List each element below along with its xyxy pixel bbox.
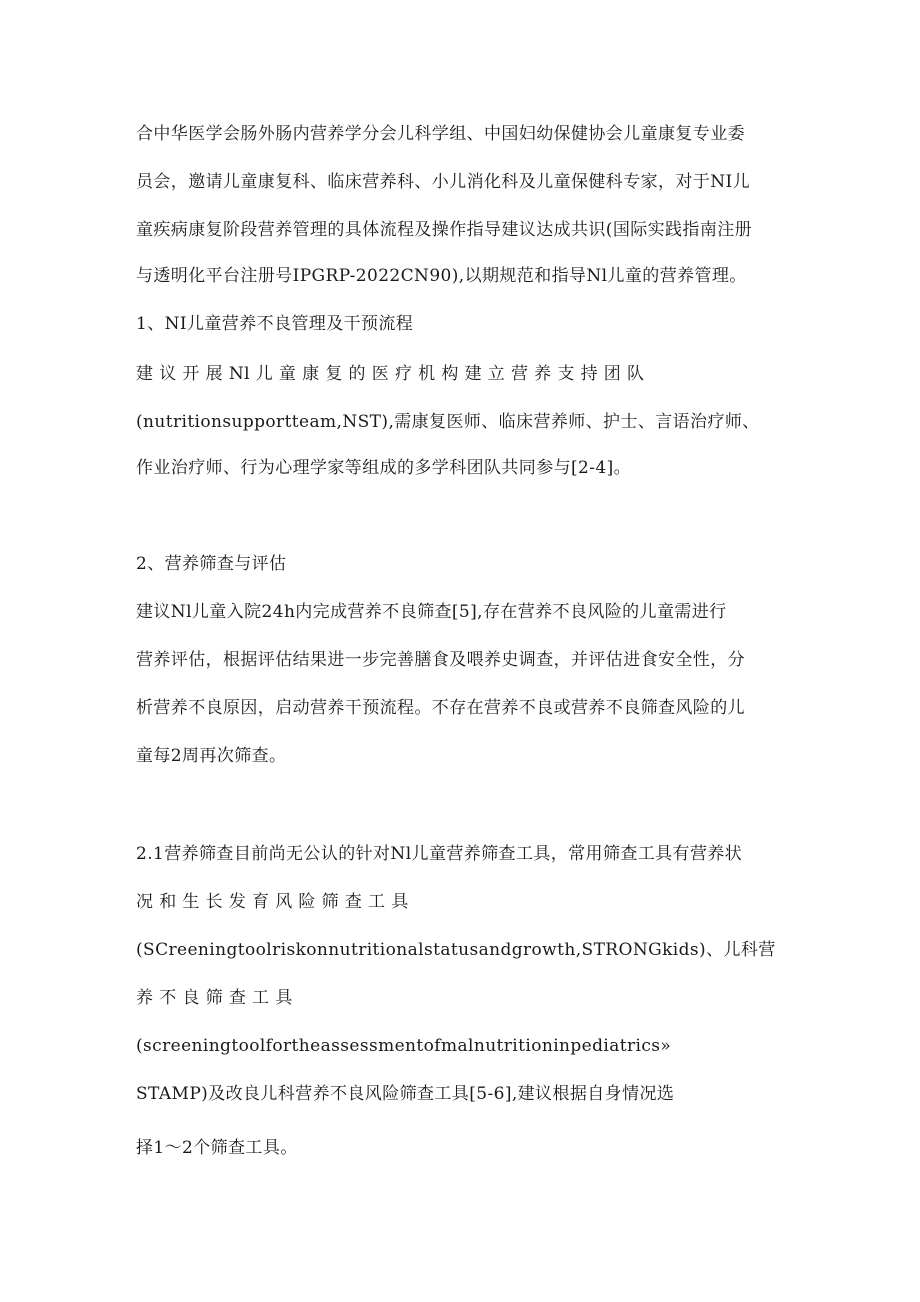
paragraph-1-line-1: 合中华医学会肠外肠内营养学分会儿科学组、中国妇幼保健协会儿童康复专业委 (136, 124, 745, 144)
section-2-1-line-7: 择1～2个筛查工具。 (136, 1138, 298, 1158)
section-1-line-2: (nutritionsupportteam,NST),需康复医师、临床营养师、护士、言语治疗师、 (136, 412, 760, 432)
section-2-line-1: 建议Nl儿童入院24h内完成营养不良筛查[5],存在营养不良风险的儿童需进行 (136, 602, 727, 622)
section-2-line-4: 童每2周再次筛查。 (136, 746, 287, 766)
section-2-line-2: 营养评估，根据评估结果进一步完善膳食及喂养史调查，并评估进食安全性，分 (136, 650, 745, 670)
section-2-1-line-3: (SCreeningtoolriskonnutritionalstatusandgrowth,STRONGkids)、儿科营 (136, 940, 776, 960)
section-1-line-3: 作业治疗师、行为心理学家等组成的多学科团队共同参与[2-4]。 (136, 458, 632, 478)
section-2-1-line-6: STAMP)及改良儿科营养不良风险筛查工具[5-6],建议根据自身情况选 (136, 1084, 675, 1104)
section-1-line-1: 建 议 开 展 Nl 儿 童 康 复 的 医 疗 机 构 建 立 营 养 支 持 团 队 (136, 364, 645, 384)
section-2-1-line-2: 况 和 生 长 发 育 风 险 筛 查 工 具 (136, 892, 409, 912)
paragraph-1-line-3: 童疾病康复阶段营养管理的具体流程及操作指导建议达成共识(国际实践指南注册 (136, 220, 753, 240)
section-2-1-line-5: (screeningtoolfortheassessmentofmalnutritioninpediatrics» (136, 1036, 672, 1056)
section-1-heading: 1、NI儿童营养不良管理及干预流程 (136, 314, 414, 334)
section-2-line-3: 析营养不良原因，启动营养干预流程。不存在营养不良或营养不良筛查风险的儿 (136, 698, 745, 718)
paragraph-1-line-4: 与透明化平台注册号IPGRP-2022CN90),以期规范和指导Nl儿童的营养管理。 (136, 266, 747, 286)
section-2-1-line-1: 2.1营养筛查目前尚无公认的针对Nl儿童营养筛查工具，常用筛查工具有营养状 (136, 844, 743, 864)
section-2-heading: 2、营养筛查与评估 (136, 554, 287, 574)
section-2-1-line-4: 养 不 良 筛 查 工 具 (136, 988, 293, 1008)
paragraph-1-line-2: 员会，邀请儿童康复科、临床营养科、小儿消化科及儿童保健科专家，对于NI儿 (136, 172, 750, 192)
